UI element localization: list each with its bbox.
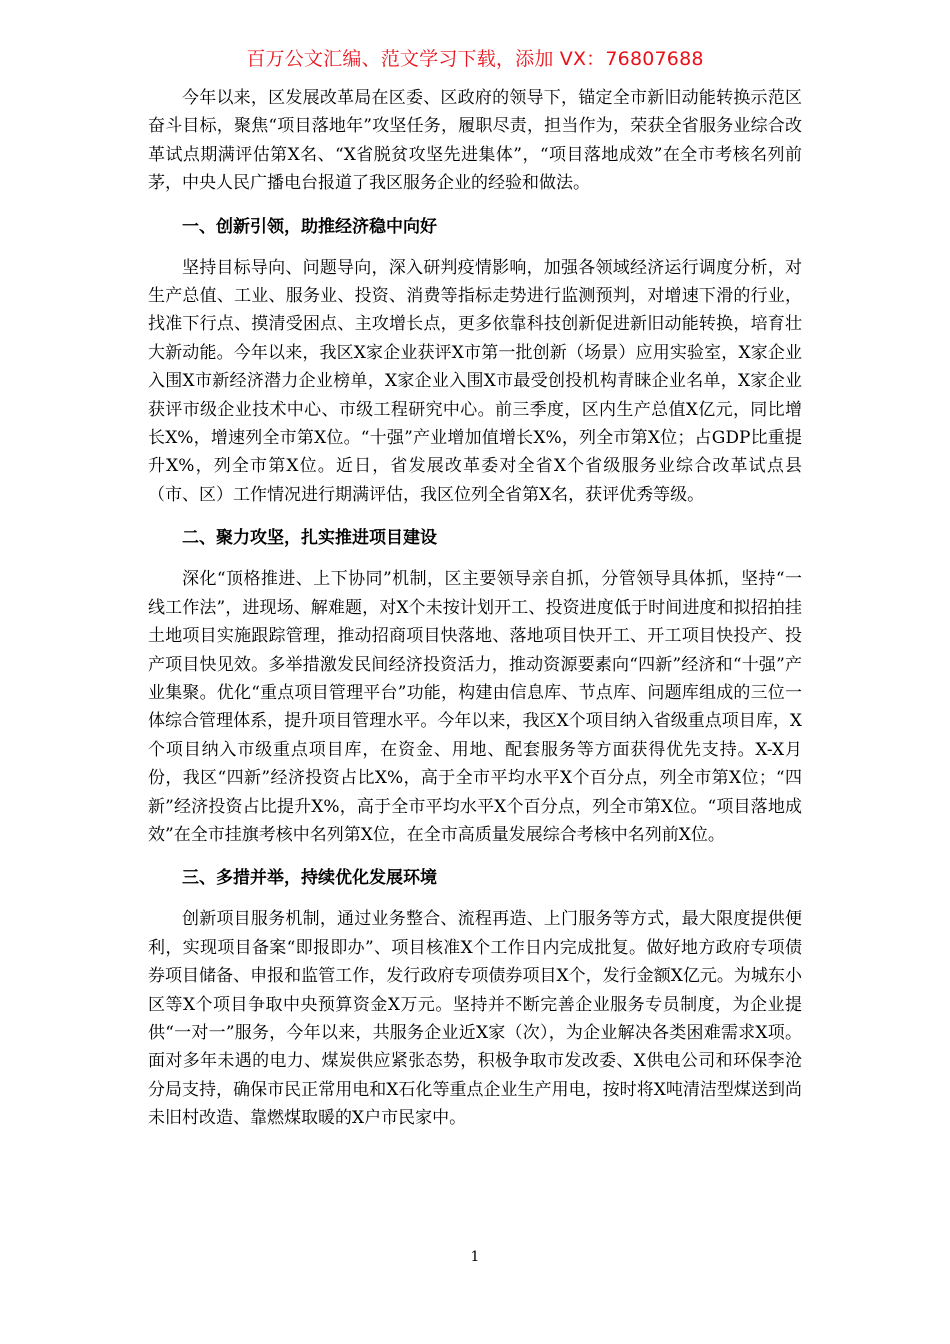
section-heading-2: 二、聚力攻坚，扎实推进项目建设 [182,528,437,549]
section-body-2: 深化“顶格推进、上下协同”机制，区主要领导亲自抓，分管领导具体抓，坚持“一线工作法”，进现场、解难题，对X个未按计划开工、投资进度低于时间进度和拟招拍挂土地项目实施跟踪管理，推动招商项目快落地、落地项目快开工、开工项目快投产、投产项目快见效。多举措激发民间经济投资活力，推动资源要素向“四新”经济和“十强”产业集聚。优化“重点项目管理平台”功能，构建由信息库、节点库、问题库组成的三位一体综合管理体系，提升项目管理水平。今年以来，我区X个项目纳入省级重点项目库，X个项目纳入市级重点项目库，在资金、用地、配套服务等方面获得优先支持。X-X月份，我区“四新”经济投资占比X%，高于全市平均水平X个百分点，列全市第X位；“四新”经济投资占比提升X%，高于全市平均水平X个百分点，列全市第X位。“项目落地成效”在全市挂旗考核中名列第X位，在全市高质量发展综合考核中名列前X位。 [148,569,802,845]
intro-paragraph: 今年以来，区发展改革局在区委、区政府的领导下，锚定全市新旧动能转换示范区奋斗目标，聚焦“项目落地年”攻坚任务，履职尽责，担当作为，荣获全省服务业综合改革试点期满评估第X名、“X省脱贫攻坚先进集体”，“项目落地成效”在全市考核名列前茅，中央人民广播电台报道了我区服务企业的经验和做法。 [148,88,802,194]
header-banner: 百万公文汇编、范文学习下载，添加 VX：76807688 [246,48,704,70]
section-heading-3: 三、多措并举，持续优化发展环境 [182,868,437,889]
section-heading-1: 一、创新引领，助推经济稳中向好 [182,216,437,237]
section-body-1: 坚持目标导向、问题导向，深入研判疫情影响，加强各领域经济运行调度分析，对生产总值、工业、服务业、投资、消费等指标走势进行监测预判，对增速下滑的行业，找准下行点、摸清受困点、主攻增长点，更多依靠科技创新促进新旧动能转换，培育壮大新动能。今年以来，我区X家企业获评X市第一批创新（场景）应用实验室，X家企业入围X市新经济潜力企业榜单，X家企业入围X市最受创投机构青睐企业名单，X家企业获评市级企业技术中心、市级工程研究中心。前三季度，区内生产总值X亿元，同比增长X%，增速列全市第X位。“十强”产业增加值增长X%，列全市第X位；占GDP比重提升X%，列全市第X位。近日，省发展改革委对全省X个省级服务业综合改革试点县（市、区）工作情况进行期满评估，我区位列全省第X名，获评优秀等级。 [148,257,802,505]
section-body-3: 创新项目服务机制，通过业务整合、流程再造、上门服务等方式，最大限度提供便利，实现项目备案“即报即办”、项目核准X个工作日内完成批复。做好地方政府专项债券项目储备、申报和监管工作，发行政府专项债券项目X个，发行金额X亿元。为城东小区等X个项目争取中央预算资金X万元。坚持并不断完善企业服务专员制度，为企业提供“一对一”服务，今年以来，共服务企业近X家（次），为企业解决各类困难需求X项。面对多年未遇的电力、煤炭供应紧张态势，积极争取市发改委、X供电公司和环保李沧分局支持，确保市民正常用电和X石化等重点企业生产用电，按时将X吨清洁型煤送到尚未旧村改造、靠燃煤取暖的X户市民家中。 [148,909,802,1129]
document-body [148,84,802,1133]
page-number: 1 [470,1249,480,1265]
